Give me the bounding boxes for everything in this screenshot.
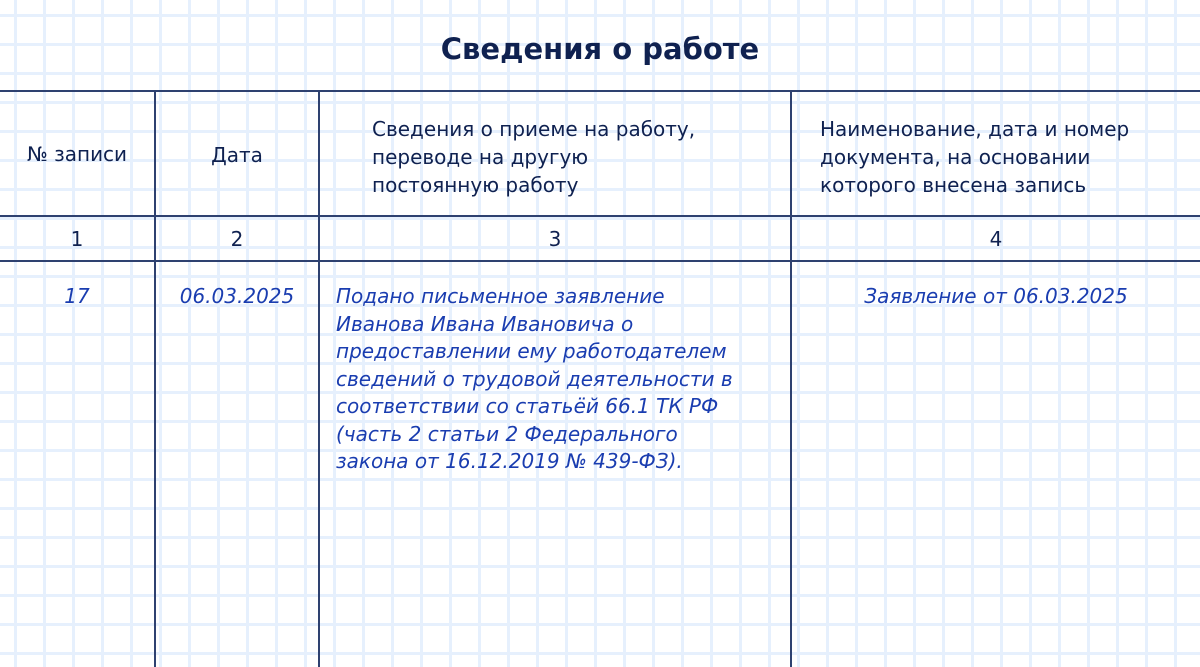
column-number-2: 2	[230, 227, 244, 251]
column-number-3: 3	[548, 227, 562, 251]
column-divider	[790, 91, 792, 667]
header-record-number: № записи	[26, 142, 128, 166]
header-date: Дата	[211, 143, 263, 167]
column-divider	[154, 91, 156, 667]
column-number-1: 1	[70, 227, 84, 251]
column-divider	[318, 91, 320, 667]
entry-number: 17	[64, 284, 90, 308]
numbers-divider	[0, 260, 1200, 262]
column-number-4: 4	[989, 227, 1003, 251]
entry-document: Заявление от 06.03.2025	[864, 284, 1128, 308]
entry-date: 06.03.2025	[179, 284, 295, 308]
header-divider	[0, 215, 1200, 217]
entry-work-info: Подано письменное заявление Иванова Ивана Ивановича о предоставлении ему работодателем сведений о трудовой деятельности в соответствии со статьёй 66.1 ТК РФ (часть 2 статьи 2 Федерального закона от 16.12.2019 № 439-ФЗ).	[336, 284, 733, 473]
page-title: Сведения о работе	[440, 32, 760, 66]
table-top-border	[0, 90, 1200, 92]
header-document: Наименование, дата и номер документа, на основании которого внесена запись	[820, 117, 1130, 197]
header-work-info: Сведения о приеме на работу, переводе на другую постоянную работу	[372, 117, 696, 197]
